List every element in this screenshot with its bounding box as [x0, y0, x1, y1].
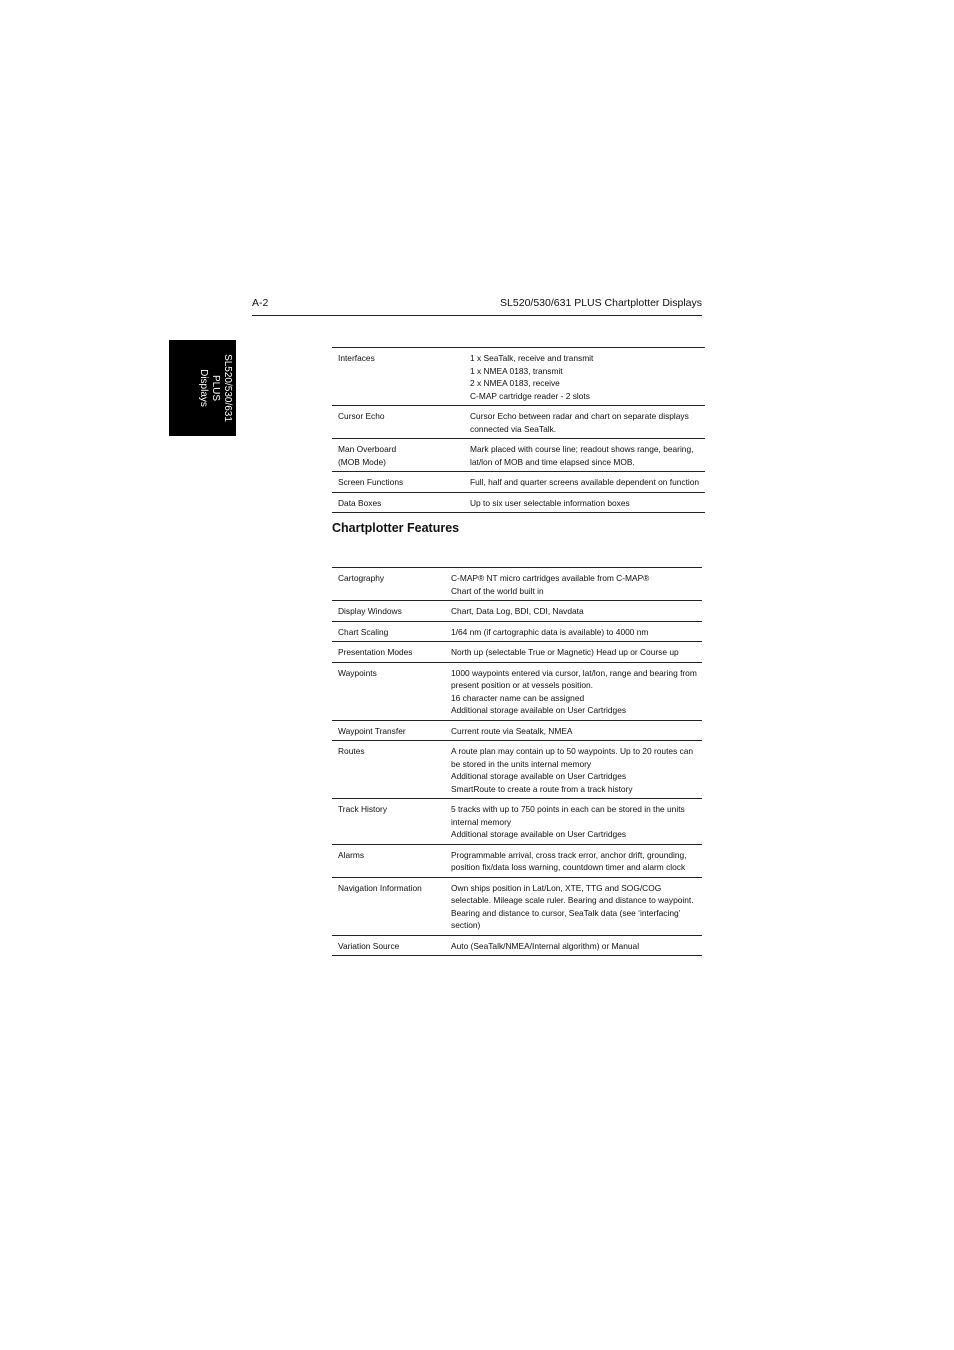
table-row: [332, 877, 702, 935]
row-value: Auto (SeaTalk/NMEA/Internal algorithm) or Manual: [445, 935, 702, 956]
table-row: [332, 720, 702, 741]
table-row: [332, 642, 702, 663]
row-label: Alarms: [332, 844, 445, 877]
row-value: Current route via Seatalk, NMEA: [445, 720, 702, 741]
table-row: [332, 439, 705, 472]
row-label: Routes: [332, 741, 445, 799]
row-value: C-MAP® NT micro cartridges available from C-MAP® Chart of the world built in: [445, 568, 702, 601]
row-value: Programmable arrival, cross track error, anchor drift, grounding, position fix/data loss warning, countdown timer and alarm clock: [445, 844, 702, 877]
page-number: A-2: [252, 297, 269, 309]
table-row: [332, 492, 705, 513]
row-label: Cartography: [332, 568, 445, 601]
table-row: [332, 601, 702, 622]
table-row: [332, 348, 705, 406]
row-label: Navigation Information: [332, 877, 445, 935]
table-row: [332, 472, 705, 493]
row-label: Data Boxes: [332, 492, 464, 513]
chartplotter-features-table: [332, 567, 702, 956]
table-row: [332, 568, 702, 601]
row-label: Interfaces: [332, 348, 464, 406]
row-value: 1/64 nm (if cartographic data is available) to 4000 nm: [445, 621, 702, 642]
row-value: 1 x SeaTalk, receive and transmit 1 x NMEA 0183, transmit 2 x NMEA 0183, receive C-MAP cartridge reader - 2 slots: [464, 348, 705, 406]
row-value: Up to six user selectable information boxes: [464, 492, 705, 513]
row-label: Display Windows: [332, 601, 445, 622]
row-label: Screen Functions: [332, 472, 464, 493]
row-value: 1000 waypoints entered via cursor, lat/lon, range and bearing from present position or at vessels position. 16 character name can be assigned Additional storage available on User Cartridges: [445, 662, 702, 720]
row-value: Cursor Echo between radar and chart on separate displays connected via SeaTalk.: [464, 406, 705, 439]
running-title: SL520/530/631 PLUS Chartplotter Displays: [500, 297, 702, 309]
table-row: [332, 799, 702, 845]
row-label: Cursor Echo: [332, 406, 464, 439]
table-row: [332, 406, 705, 439]
table-row: [332, 844, 702, 877]
page-header: [252, 297, 702, 316]
row-label: Presentation Modes: [332, 642, 445, 663]
row-value: 5 tracks with up to 750 points in each can be stored in the units internal memory Additional storage available on User Cartridges: [445, 799, 702, 845]
specifications-table: [332, 347, 705, 513]
row-label: Man Overboard (MOB Mode): [332, 439, 464, 472]
table-row: [332, 741, 702, 799]
row-value: Chart, Data Log, BDI, CDI, Navdata: [445, 601, 702, 622]
row-label: Waypoint Transfer: [332, 720, 445, 741]
row-value: Mark placed with course line; readout shows range, bearing, lat/lon of MOB and time elapsed since MOB.: [464, 439, 705, 472]
row-value: Full, half and quarter screens available dependent on function: [464, 472, 705, 493]
row-label: Chart Scaling: [332, 621, 445, 642]
row-value: North up (selectable True or Magnetic) Head up or Course up: [445, 642, 702, 663]
row-label: Track History: [332, 799, 445, 845]
side-tab: [169, 340, 236, 436]
table-row: [332, 935, 702, 956]
row-label: Waypoints: [332, 662, 445, 720]
table-row: [332, 621, 702, 642]
row-value: Own ships position in Lat/Lon, XTE, TTG and SOG/COG selectable. Mileage scale ruler. Bearing and distance to waypoint. Bearing and distance to cursor, SeaTalk data (see ‘interfacing’ section): [445, 877, 702, 935]
row-label: Variation Source: [332, 935, 445, 956]
table-row: [332, 662, 702, 720]
section-title: Chartplotter Features: [332, 521, 460, 535]
row-value: A route plan may contain up to 50 waypoints. Up to 20 routes can be stored in the units internal memory Additional storage available on User Cartridges SmartRoute to create a route from a track history: [445, 741, 702, 799]
side-tab-text: SL520/530/631 PLUS Displays: [198, 354, 233, 422]
